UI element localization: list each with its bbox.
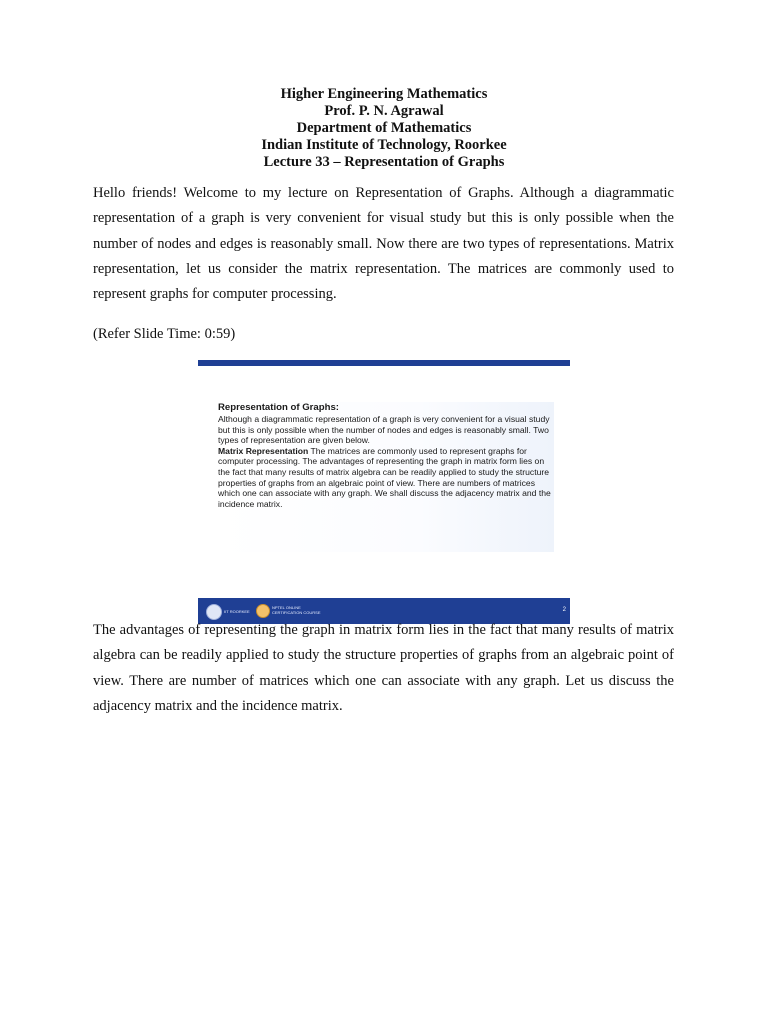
slide-image <box>198 358 570 624</box>
slide-heading: Representation of Graphs: <box>218 402 340 413</box>
slide-matrix-label: Matrix Representation <box>218 445 309 456</box>
slide-top-bar <box>198 360 570 366</box>
iit-roorkee-label: IIT ROORKEE <box>224 609 250 614</box>
slide-text-intro: Although a diagrammatic representation of a graph is very convenient for a visual study but this is only possible when the number of nodes and edges is reasonably small. Two types of representation are given below. <box>218 414 550 446</box>
lecture-header <box>0 86 768 171</box>
nptel-logo-icon <box>256 604 270 618</box>
course-title: Higher Engineering Mathematics <box>280 86 488 102</box>
slide-matrix-text: The matrices are commonly used to represent graphs for computer processing. The advantages of representing the graph in matrix form lies on the fact that many results of matrix algebra can be readily applied to study the structure properties of graphs from an algebraic point of view. There are numbers of matrices which one can associate with any graph. We shall discuss the adjacency matrix and the incidence matrix. <box>218 445 551 509</box>
nptel-label: NPTEL ONLINE CERTIFICATION COURSE <box>272 605 321 615</box>
slide-content <box>218 402 554 552</box>
refer-slide-time: (Refer Slide Time: 0:59) <box>93 326 236 342</box>
lecture-title: Lecture 33 – Representation of Graphs <box>263 154 505 170</box>
slide-page-number: 2 <box>562 607 566 613</box>
advantages-paragraph: The advantages of representing the graph in matrix form lies in the fact that many results of matrix algebra can be readily applied to study the structure properties of graphs from an algebraic point of view. There are number of matrices which one can associate with any graph. Let us discuss the adjacency matrix and the incidence matrix. <box>93 622 674 714</box>
department-name: Department of Mathematics <box>296 120 472 136</box>
institute-name: Indian Institute of Technology, Roorkee <box>261 137 507 153</box>
intro-paragraph: Hello friends! Welcome to my lecture on Representation of Graphs. Although a diagrammatic representation of a graph is very convenient for visual study but this is only possible when the number of nodes and edges is reasonably small. Now there are two types of representations. Matrix representation, let us consider the matrix representation. The matrices are commonly used to represent graphs for computer processing. <box>93 185 674 303</box>
slide-text-matrix <box>218 446 554 510</box>
professor-name: Prof. P. N. Agrawal <box>324 103 444 119</box>
